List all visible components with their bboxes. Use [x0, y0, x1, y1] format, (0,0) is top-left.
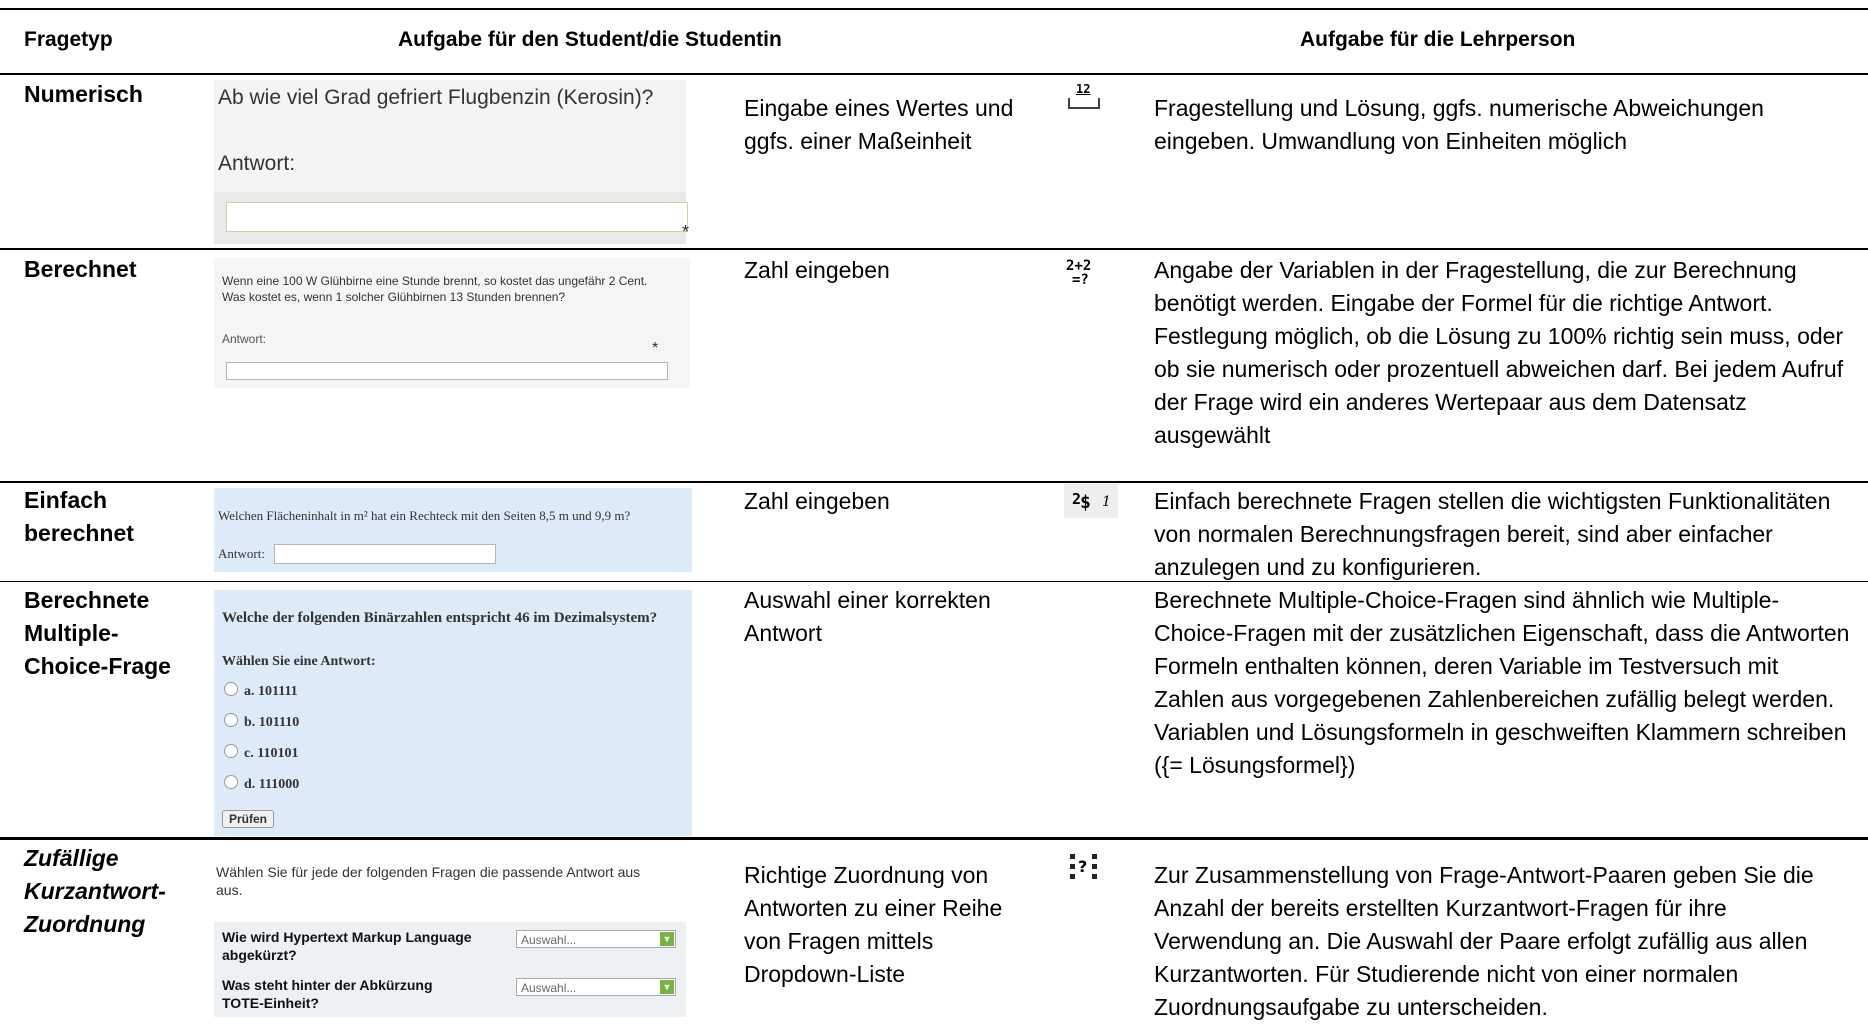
row-label-line: Einfach	[24, 487, 108, 513]
option-label: a. 101111	[244, 684, 298, 699]
row-label-berechnet: Berechnet	[24, 256, 137, 282]
answer-input[interactable]	[226, 362, 668, 380]
row-label-einfach-berechnet	[24, 484, 134, 550]
radio-button[interactable]	[224, 744, 238, 758]
check-button[interactable]: Prüfen	[222, 810, 274, 828]
simple-calculated-question-screenshot	[214, 488, 692, 572]
dropdown-value: Auswahl...	[521, 981, 577, 995]
row-rule	[0, 837, 1868, 840]
calculated-icon	[1064, 258, 1118, 292]
answer-dropdown-2[interactable]	[516, 978, 676, 996]
row-label-line: Zuordnung	[24, 911, 146, 937]
row-rule	[0, 481, 1868, 483]
required-star: *	[652, 340, 659, 357]
matching-question-1	[222, 928, 472, 964]
row-label-line: Zufällige	[24, 845, 119, 871]
radio-button[interactable]	[224, 713, 238, 727]
svg-text:?: ?	[1078, 857, 1088, 876]
question-text: Ab wie viel Grad gefriert Flugbenzin (Kerosin)?	[218, 86, 654, 109]
student-task-multiple-choice: Auswahl einer korrekten Antwort	[744, 587, 991, 646]
calculated-question-screenshot	[214, 258, 690, 388]
question-text: Welchen Flächeninhalt in m² hat ein Rechteck mit den Seiten 8,5 m und 9,9 m?	[218, 508, 631, 523]
svg-text:$: $	[1080, 492, 1091, 513]
row-label-zufaellige-kurzantwort-zuordnung	[24, 842, 166, 941]
icon-top-text: 2+2	[1066, 258, 1092, 274]
option-label: c. 110101	[244, 746, 299, 761]
option-a[interactable]	[224, 682, 298, 700]
column-header-fragetyp: Fragetyp	[24, 28, 113, 51]
header-rule	[0, 73, 1868, 75]
simple-calculated-icon	[1064, 484, 1118, 518]
radio-button[interactable]	[224, 775, 238, 789]
icon-box	[1068, 98, 1100, 109]
row-label-line: Kurzantwort-	[24, 878, 166, 904]
row-label-berechnete-multiple-choice	[24, 584, 171, 683]
chevron-down-icon: ▼	[660, 932, 674, 946]
row-rule	[0, 248, 1868, 250]
svg-text:2: 2	[1072, 490, 1082, 508]
answer-label: Antwort:	[218, 546, 265, 561]
answer-label: Antwort:	[218, 152, 296, 175]
question-text-line2: Was kostet es, wenn 1 solcher Glühbirnen 13 Stunden brennen?	[222, 290, 566, 304]
question-line: Was steht hinter der Abkürzung	[222, 977, 433, 993]
option-c[interactable]	[224, 744, 298, 762]
student-task-numerisch: Eingabe eines Wertes und ggfs. einer Maßeinheit	[744, 95, 1014, 154]
icon-digits: 12	[1076, 82, 1091, 96]
answer-input[interactable]	[274, 544, 496, 564]
teacher-task-numerisch: Fragestellung und Lösung, ggfs. numerische Abweichungen eingeben. Umwandlung von Einheiten möglich	[1154, 95, 1764, 154]
teacher-task-random-matching: Zur Zusammenstellung von Frage-Antwort-Paaren geben Sie die Anzahl der bereits erstellten Kurzantwort-Fragen für ihre Verwendung an. Die Auswahl der Paare erfolgt zufällig aus allen Kurzantworten. Für Studierende nicht von einer normalen Zuordnungsaufgabe zu unterscheiden.	[1154, 862, 1814, 1020]
required-star: *	[682, 222, 690, 242]
question-text: Welche der folgenden Binärzahlen entspricht 46 im Dezimalsystem?	[222, 610, 658, 626]
radio-button[interactable]	[224, 682, 238, 696]
option-b[interactable]	[224, 713, 299, 731]
row-label-line: Choice-Frage	[24, 653, 171, 679]
intro-text-line1: Wählen Sie für jede der folgenden Fragen die passende Antwort aus	[216, 864, 641, 880]
intro-text-line2: aus.	[216, 882, 243, 898]
option-d[interactable]	[224, 775, 299, 793]
answer-input[interactable]	[226, 202, 688, 232]
student-task-berechnet: Zahl eingeben	[744, 257, 890, 283]
column-header-student: Aufgabe für den Student/die Studentin	[398, 28, 782, 51]
numeric-question-screenshot	[214, 80, 690, 244]
student-task-random-matching: Richtige Zuordnung von Antworten zu einer Reihe von Fragen mittels Dropdown-Liste	[744, 862, 1003, 987]
row-label-line: Berechnete	[24, 587, 150, 613]
dropdown-value: Auswahl...	[521, 933, 577, 947]
teacher-task-multiple-choice: Berechnete Multiple-Choice-Fragen sind ähnlich wie Multiple-Choice-Fragen mit der zusätzlichen Eigenschaft, dass die Antworten Formeln enthalten können, deren Variable im Testversuch mit Zahlen aus vorgegebenen Zahlenbereichen zufällig belegt werden. Variablen und Lösungsformeln in geschweiften Klammern schreiben ({= Lösungsformel})	[1154, 587, 1850, 778]
table-top-rule	[0, 8, 1868, 10]
answer-dropdown-1[interactable]	[516, 930, 676, 948]
row-label-line: berechnet	[24, 520, 134, 546]
numeric-input-icon	[1064, 84, 1118, 118]
question-line: abgekürzt?	[222, 947, 297, 963]
teacher-task-einfach-berechnet: Einfach berechnete Fragen stellen die wichtigsten Funktionalitäten von normalen Berechnungsfragen bereit, sind aber einfacher anzulegen und zu konfigurieren.	[1154, 488, 1831, 580]
chevron-down-icon: ▼	[660, 980, 674, 994]
row-label-numerisch: Numerisch	[24, 81, 143, 107]
svg-text:1: 1	[1102, 494, 1111, 510]
icon-bottom-text: =?	[1072, 272, 1089, 288]
question-line: TOTE-Einheit?	[222, 995, 319, 1011]
matching-question-2	[222, 976, 433, 1012]
icon-glyph	[1064, 850, 1118, 884]
multiple-choice-question-screenshot	[214, 590, 692, 836]
icon-glyph	[1064, 484, 1118, 518]
option-label: d. 111000	[244, 777, 300, 792]
student-task-einfach-berechnet: Zahl eingeben	[744, 488, 890, 514]
answer-label: Antwort:	[222, 332, 267, 346]
answer-prompt: Wählen Sie eine Antwort:	[222, 654, 376, 669]
question-text-line1: Wenn eine 100 W Glühbirne eine Stunde brennt, so kostet das ungefähr 2 Cent.	[222, 274, 648, 288]
column-header-teacher: Aufgabe für die Lehrperson	[1300, 28, 1576, 51]
row-label-line: Multiple-	[24, 620, 119, 646]
question-line: Wie wird Hypertext Markup Language	[222, 929, 472, 945]
random-matching-question-screenshot	[214, 858, 686, 1017]
option-label: b. 101110	[244, 715, 300, 730]
random-matching-icon	[1064, 850, 1118, 884]
teacher-task-berechnet: Angabe der Variablen in der Fragestellung, die zur Berechnung benötigt werden. Eingabe der Formel für die richtige Antwort. Festlegung möglich, ob die Lösung zu 100% richtig sein muss, oder ob sie numerisch oder prozentuell abweichen darf. Bei jedem Aufruf der Frage wird ein anderes Wertepaar aus dem Datensatz ausgewählt	[1154, 257, 1844, 448]
